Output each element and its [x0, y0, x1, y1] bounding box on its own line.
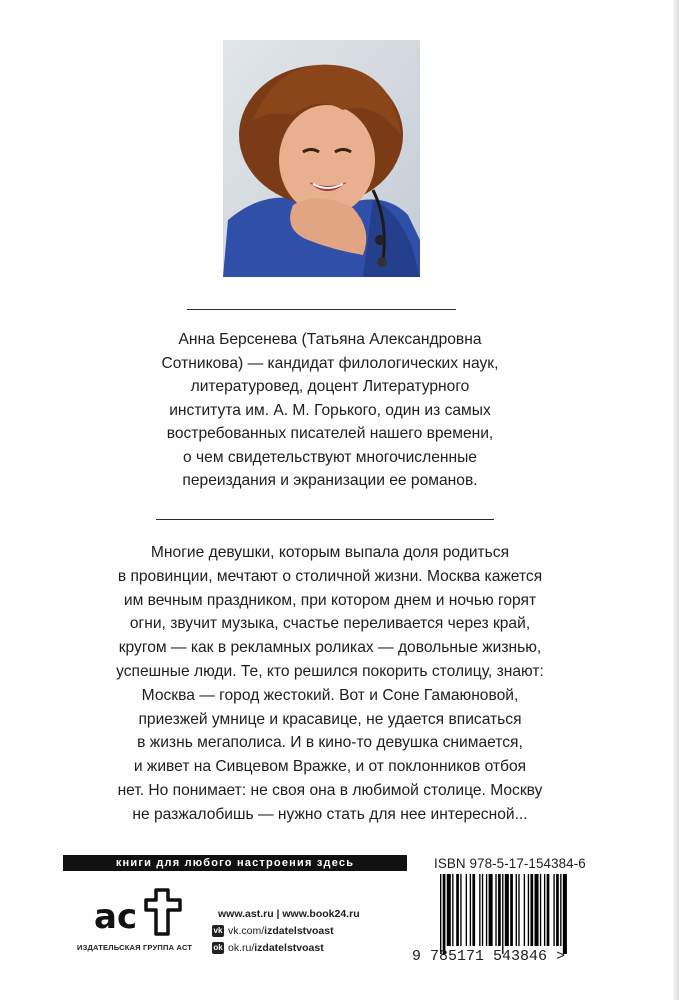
odnoklassniki-icon: ok	[213, 942, 223, 952]
publisher-caption: ИЗДАТЕЛЬСКАЯ ГРУППА АСТ	[77, 943, 193, 952]
svg-text:ас: ас	[94, 897, 138, 937]
barcode-bar	[510, 874, 513, 946]
bio-line: литературовед, доцент Литературного	[190, 378, 470, 395]
barcode-bar	[489, 874, 493, 946]
blurb-line: не разжалобишь — нужно стать для нее интересной...	[132, 805, 528, 823]
barcode-bar	[528, 874, 529, 946]
cover-edge	[673, 0, 679, 1000]
barcode-bar	[516, 874, 517, 946]
barcode-bar	[486, 874, 487, 946]
websites-link[interactable]: www.ast.ru | www.book24.ru	[218, 907, 360, 920]
barcode-bar	[472, 874, 475, 946]
barcode-bar	[460, 874, 461, 946]
bio-line: переиздания и экранизации ее романов.	[182, 472, 478, 489]
barcode-number: 9 785171 543846 >	[412, 948, 566, 965]
divider-middle	[156, 519, 494, 520]
blurb-line: и живет на Сивцевом Вражке, и от поклонников отбоя	[133, 758, 527, 776]
barcode-bar	[530, 874, 533, 946]
ok-row[interactable]	[212, 939, 360, 956]
barcode-bar	[563, 874, 567, 954]
barcode-bar	[440, 874, 441, 954]
barcode-bar	[498, 874, 501, 946]
blurb-line: огни, звучит музыка, счастье переливается через край,	[129, 615, 531, 633]
vk-icon: vk	[213, 925, 223, 935]
bio-line: Анна Берсенева (Татьяна Александровна	[178, 331, 482, 348]
barcode-bar	[547, 874, 550, 946]
tagline-banner: книги для любого настроения здесь	[63, 855, 407, 871]
blurb-line: Многие девушки, которым выпала доля родиться	[150, 544, 510, 561]
barcode-bar	[505, 874, 509, 946]
author-bio	[80, 328, 580, 493]
barcode-bar	[495, 874, 496, 946]
vk-handle: izdatelstvoast	[264, 924, 334, 937]
author-photo	[223, 40, 420, 277]
blurb-line: нет. Но понимает: не своя она в любимой столице. Москву	[117, 781, 543, 799]
ok-prefix: ok.ru/	[228, 941, 255, 954]
blurb-line: в провинции, мечтают о столичной жизни. Москва кажется	[117, 567, 543, 585]
blurb-line: успешные люди. Те, кто решился покорить столицу, знают:	[116, 662, 544, 680]
blurb-line: в жизнь мегаполиса. И в кино-то девушка снимается,	[137, 734, 523, 752]
blurb-line: кругом — как в рекламных роликах — довольные жизнью,	[118, 639, 542, 657]
barcode-bar	[553, 874, 554, 946]
barcode-bar	[470, 874, 471, 946]
vk-row[interactable]	[212, 922, 360, 939]
barcode-bar	[443, 874, 446, 954]
barcode-bar	[524, 874, 525, 946]
barcode-bar	[479, 874, 480, 946]
vk-link[interactable]	[228, 925, 334, 937]
ast-logo	[90, 880, 190, 942]
barcode-bar	[544, 874, 545, 946]
divider-top	[187, 309, 456, 310]
ok-handle: izdatelstvoast	[254, 941, 324, 954]
bio-line: о чем свидетельствуют многочисленные	[183, 448, 477, 466]
ok-link[interactable]	[228, 942, 324, 954]
barcode-bar	[482, 874, 483, 946]
barcode-bar	[560, 874, 561, 946]
websites-row	[212, 905, 360, 922]
barcode-bar	[556, 874, 559, 946]
isbn-label: ISBN 978-5-17-154384-6	[434, 856, 586, 871]
barcode-bar	[452, 874, 453, 946]
vk-prefix: vk.com/	[228, 924, 265, 937]
book-blurb	[60, 541, 600, 827]
blurb-line: приезжей умнице и красавице, не удается вписаться	[138, 710, 522, 728]
blurb-line: им вечным праздником, при котором днем и ночью горят	[123, 591, 537, 609]
barcode-bar	[535, 874, 539, 946]
barcode-bar	[466, 874, 467, 946]
bio-line: востребованных писателей нашего времени,	[166, 425, 494, 442]
barcode-bar	[540, 874, 541, 946]
barcode-bar	[502, 874, 503, 954]
barcode-bar	[518, 874, 519, 946]
bio-line: Сотникова) — кандидат филологических наук,	[161, 354, 499, 372]
publisher-links	[212, 905, 360, 956]
bio-line: института им. А. М. Горького, один из самых	[169, 401, 491, 419]
barcode-bar	[447, 874, 451, 946]
blurb-line: Москва — город жестокий. Вот и Соне Гамаюновой,	[141, 686, 519, 704]
barcode-bar	[456, 874, 459, 946]
